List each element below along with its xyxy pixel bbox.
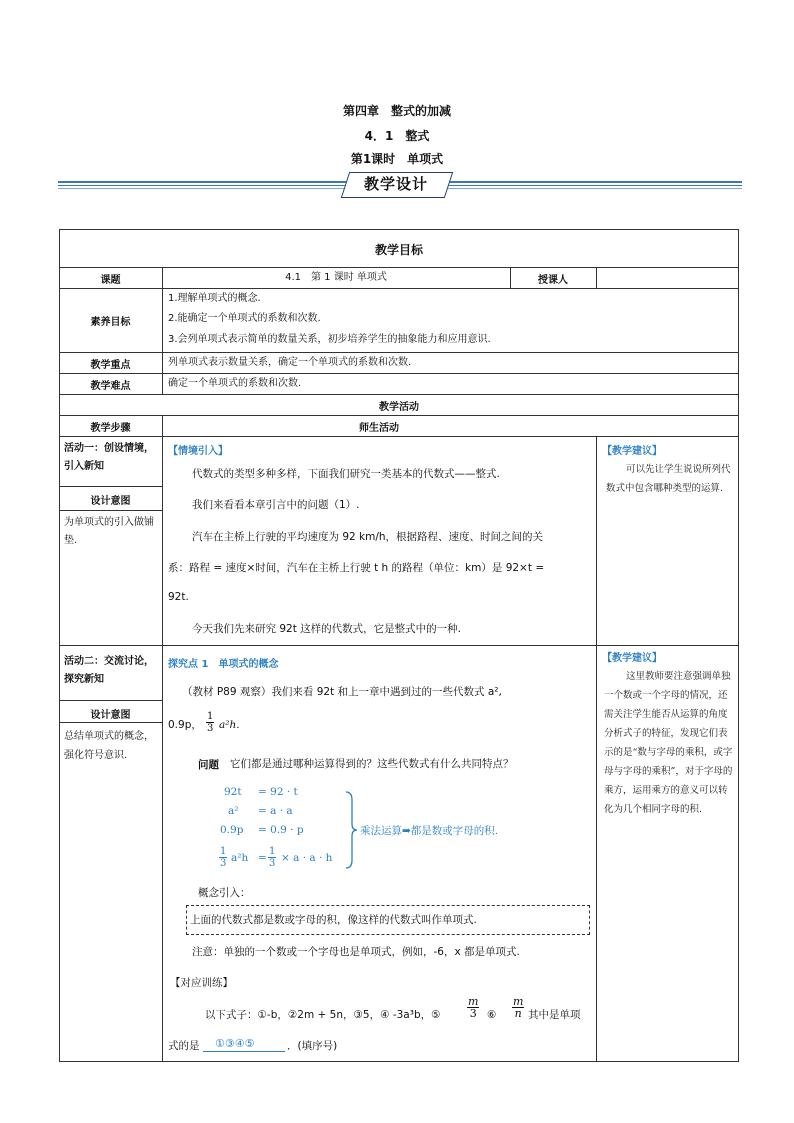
- practice-frac-m3: $\frac{m}{3}$: [468, 995, 479, 1020]
- teacher-label: 授课人: [538, 275, 568, 286]
- practice-line2-end: ．(填序号): [287, 1040, 338, 1052]
- activity1-para2: 我们来看看本章引言中的问题（1）.: [192, 499, 360, 511]
- eq4-lhs-fraction: $\frac{1}{3}$: [220, 846, 227, 869]
- table-title: 教学目标: [374, 243, 423, 257]
- eq-result: 乘法运算➡都是数或字母的积.: [360, 825, 499, 837]
- activity2-heading: 探究点 1 单项式的概念: [168, 659, 279, 670]
- eq2-rhs: = a · a: [258, 805, 293, 817]
- question-label: 问题: [198, 759, 219, 771]
- activity2-tip-body: 这里教师要注意强调单独一个数或一个字母的情况，还需关注学生能否从运算的角度分析式子的特征，发现它们表示的是“数与字母的乘积，或字母与字母的乘积”，对于字母的乘方，运用乘方的意义可以转化为几个相同字母的积.: [604, 671, 733, 815]
- activity1-para4: 今天我们先来研究 92t 这样的代数式，它是整式中的一种.: [192, 623, 461, 635]
- chapter-title: 第四章 整式的加减: [342, 104, 451, 118]
- activity1-para3b: 系：路程 = 速度×时间，汽车在主桥上行驶 t h 的路程（单位：km）是 92×t =: [168, 562, 545, 574]
- goal-1: 1.理解单项式的概念.: [168, 293, 261, 304]
- eq3-rhs: = 0.9 · p: [258, 824, 304, 836]
- lesson-title: 第1课时 单项式: [350, 152, 444, 166]
- note-text: 注意：单独的一个数或一个字母也是单项式，例如，-6，x 都是单项式.: [192, 946, 520, 958]
- activities-header: 教学活动: [379, 402, 419, 413]
- goal-3: 3.会列单项式表示简单的数量关系，初步培养学生的抽象能力和应用意识.: [168, 334, 491, 345]
- activity2-para1b: 0.9p，: [168, 719, 202, 731]
- eq3-lhs: 0.9p: [220, 824, 244, 836]
- steps-header: 教学步骤: [90, 423, 131, 434]
- answer-text: ①③④⑤: [215, 1037, 255, 1050]
- goal-2: 2.能确定一个单项式的系数和次数.: [168, 313, 321, 324]
- key-value: 列单项式表示数量关系，确定一个单项式的系数和次数.: [168, 357, 412, 368]
- activity2-para1c: a²h.: [219, 719, 240, 731]
- topic-label: 课题: [100, 275, 121, 286]
- activity2-para1: （教材 P89 观察）我们来看 92t 和上一章中遇到过的一些代数式 a²,: [182, 686, 502, 698]
- practice-text: 以下式子：①-b，②2m + 5n，③5，④ -3a³b，⑤: [205, 1009, 441, 1021]
- activity1-intent-label: 设计意图: [90, 496, 131, 507]
- eq4-equals: =: [258, 852, 267, 864]
- activity1-intent: 为单项式的引入做铺垫.: [64, 517, 154, 546]
- activity2-tip-title: 【教学建议】: [602, 653, 662, 664]
- difficulty-value: 确定一个单项式的系数和次数.: [168, 378, 302, 389]
- topic-value: 4.1 第 1 课时 单项式: [285, 272, 387, 283]
- eq1-lhs: 92t: [224, 786, 242, 798]
- activity1-para3c: 92t.: [168, 591, 189, 603]
- interaction-header: 师生活动: [359, 423, 399, 434]
- goals-label: 素养目标: [90, 317, 131, 328]
- eq4-lhs: a²h: [231, 852, 249, 864]
- practice-frac-mn: $\frac{m}{n}$: [513, 995, 524, 1020]
- eq4-rhs-fraction: $\frac{1}{3}$: [269, 846, 276, 869]
- curly-brace-icon: [344, 790, 358, 870]
- activity1-heading: 【情境引入】: [168, 446, 228, 457]
- activity1-para1: 代数式的类型多种多样，下面我们研究一类基本的代数式——整式.: [192, 468, 500, 480]
- practice-label: 【对应训练】: [170, 977, 233, 989]
- difficulty-label: 教学难点: [90, 381, 131, 392]
- activity1-tip-title: 【教学建议】: [602, 446, 662, 457]
- practice-end: 其中是单项: [528, 1009, 581, 1021]
- section-title: 4．1 整式: [364, 129, 430, 143]
- concept-label: 概念引入：: [198, 887, 251, 899]
- banner-label: 教学设计: [363, 175, 428, 193]
- concept-text: 上面的代数式都是数或字母的积，像这样的代数式叫作单项式.: [190, 914, 477, 926]
- activity2-fraction: $\frac{1}{3}$: [207, 711, 214, 734]
- key-label: 教学重点: [90, 360, 131, 371]
- eq2-lhs: a²: [228, 805, 239, 817]
- answer-underline: [203, 1051, 285, 1052]
- activity1-name: 活动一：创设情境，引入新知: [64, 443, 154, 472]
- activity1-para3a: 汽车在主桥上行驶的平均速度为 92 km/h，根据路程、速度、时间之间的关: [192, 531, 544, 543]
- eq1-rhs: = 92 · t: [258, 786, 298, 798]
- activity2-intent-label: 设计意图: [90, 710, 131, 721]
- activity2-intent: 总结单项式的概念，强化符号意识.: [64, 731, 154, 761]
- activity2-name: 活动二：交流讨论，探究新知: [64, 656, 154, 685]
- activity1-tip-body: 可以先让学生说说所列代数式中包含哪种类型的运算.: [606, 464, 731, 494]
- eq4-rhs: × a · a · h: [281, 852, 333, 864]
- question-text: 它们都是通过哪种运算得到的？这些代数式有什么共同特点？: [230, 758, 514, 770]
- practice-line2: 式的是: [168, 1040, 200, 1052]
- practice-mid: ⑥: [487, 1009, 497, 1021]
